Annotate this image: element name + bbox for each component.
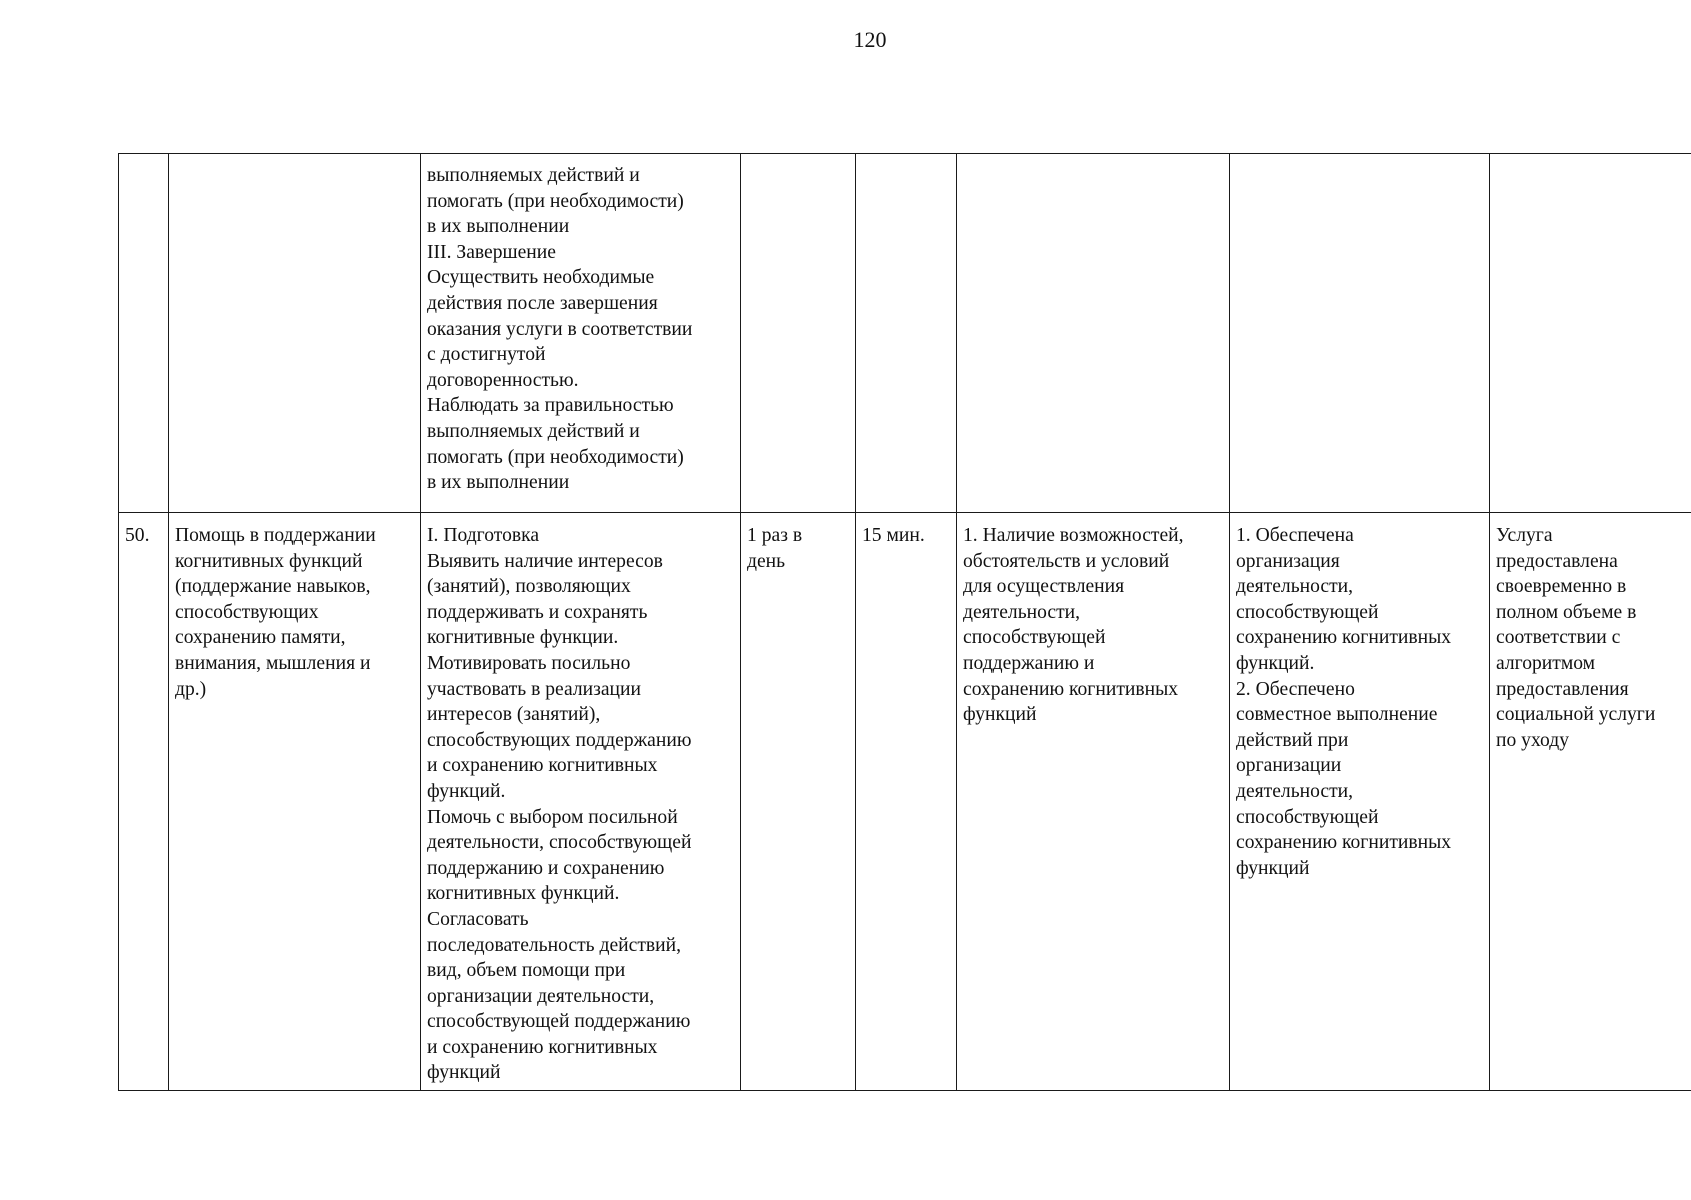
cell-service-name — [169, 154, 421, 513]
cell-conditions — [957, 154, 1230, 513]
cell-quality-criteria: Услуга предоставлена своевременно в полном объеме в соответствии с алгоритмом предоставления социальной услуги по уходу — [1490, 513, 1691, 1091]
cell-number: 50. — [119, 513, 169, 1091]
services-table-container — [118, 153, 1691, 1093]
cell-frequency — [741, 154, 856, 513]
page-number: 120 — [853, 27, 887, 52]
cell-duration — [856, 154, 957, 513]
table-row — [119, 154, 1691, 513]
cell-conditions: 1. Наличие возможностей, обстоятельств и условий для осуществления деятельности, способствующей поддержанию и сохранению когнитивных функций — [957, 513, 1230, 1091]
cell-results: 1. Обеспечена организация деятельности, способствующей сохранению когнитивных функций. 2. Обеспечено совместное выполнение действий при организации деятельности, способствующей сохранению когнитивных функций — [1230, 513, 1490, 1091]
cell-frequency: 1 раз в день — [741, 513, 856, 1091]
services-table — [118, 153, 1691, 1091]
cell-duration: 15 мин. — [856, 513, 957, 1091]
cell-procedure: I. Подготовка Выявить наличие интересов (занятий), позволяющих поддерживать и сохранять когнитивные функции. Мотивировать посильно участвовать в реализации интересов (занятий), способствующих поддержанию и сохранению когнитивных функций. Помочь с выбором посильной деятельности, способствующей поддержанию и сохранению когнитивных функций. Согласовать последовательность действий, вид, объем помощи при организации деятельности, способствующей поддержанию и сохранению когнитивных функций — [421, 513, 741, 1091]
cell-procedure: выполняемых действий и помогать (при необходимости) в их выполнении III. Завершение Осуществить необходимые действия после завершения оказания услуги в соответствии с достигнутой договоренностью. Наблюдать за правильностью выполняемых действий и помогать (при необходимости) в их выполнении — [421, 154, 741, 513]
cell-quality-criteria — [1490, 154, 1691, 513]
cell-service-name: Помощь в поддержании когнитивных функций (поддержание навыков, способствующих сохранению памяти, внимания, мышления и др.) — [169, 513, 421, 1091]
cell-number — [119, 154, 169, 513]
table-row — [119, 513, 1691, 1091]
cell-results — [1230, 154, 1490, 513]
